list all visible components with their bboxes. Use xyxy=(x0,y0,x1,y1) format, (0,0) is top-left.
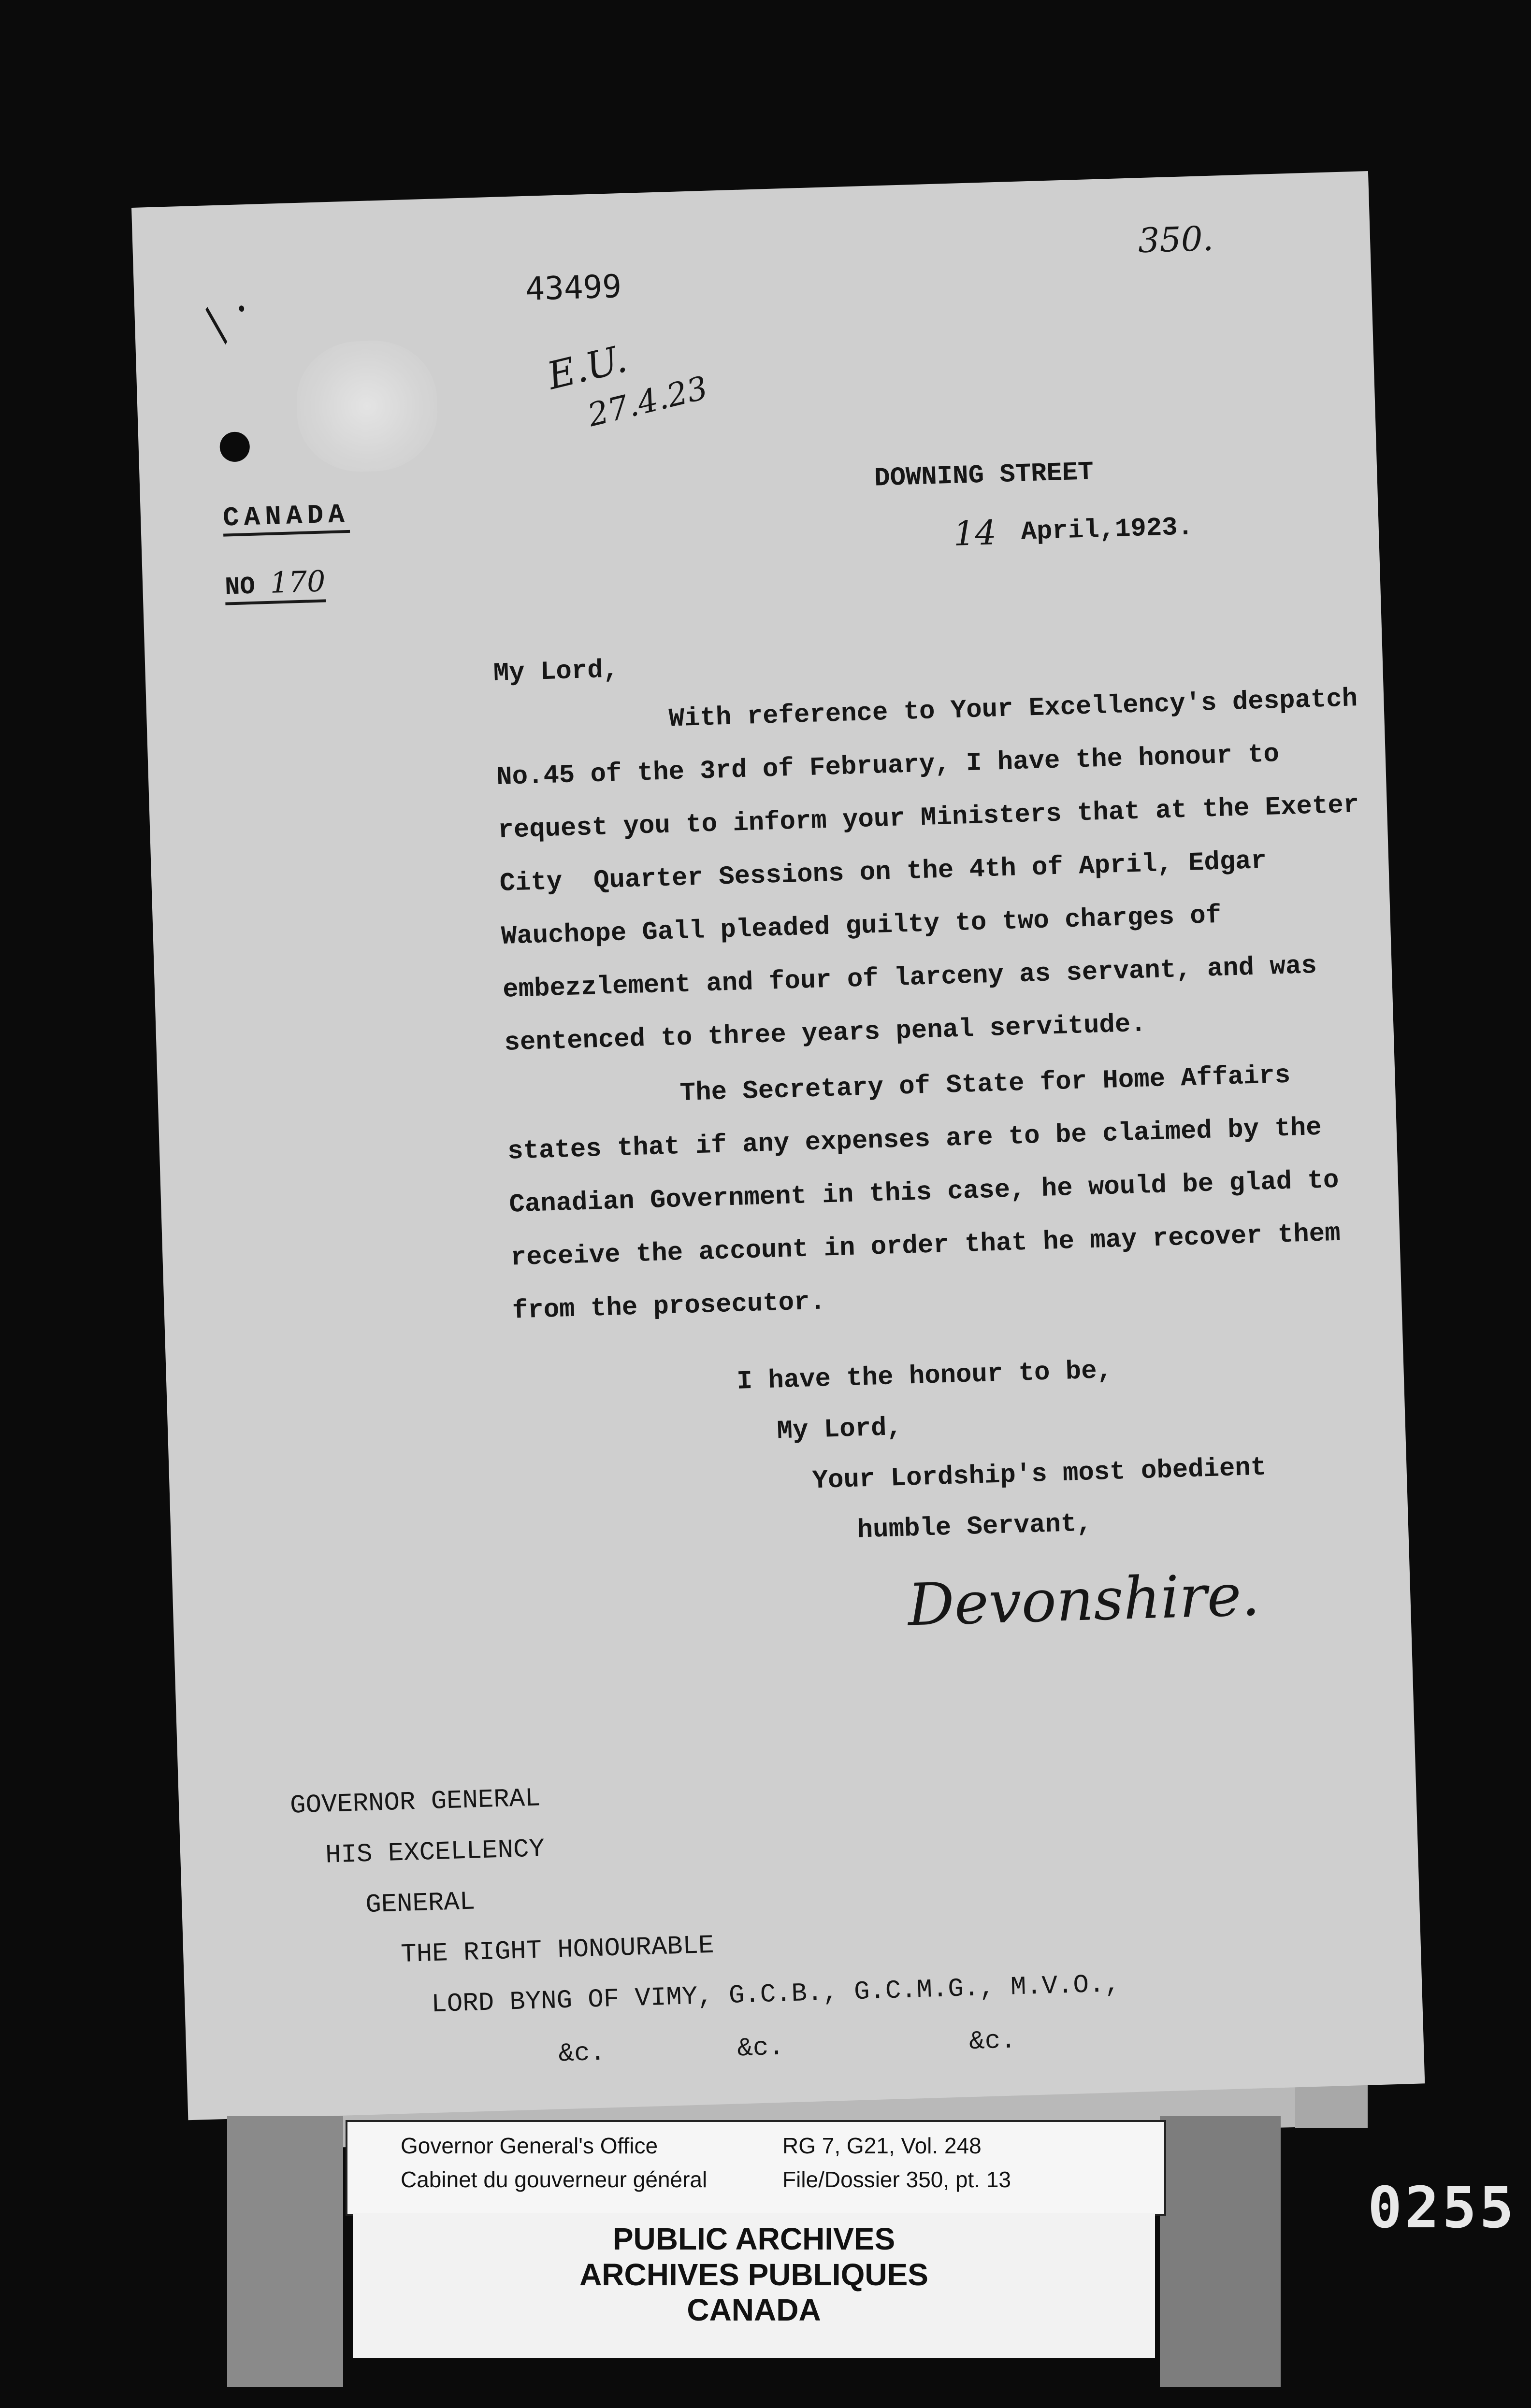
despatch-number-value: 170 xyxy=(269,564,326,600)
archives-line: CANADA xyxy=(687,2293,821,2328)
body-line: from the prosecutor. xyxy=(512,1287,826,1326)
letter-sheet xyxy=(131,171,1425,2120)
body-line: City Quarter Sessions on the 4th of April, Edgar xyxy=(499,846,1267,899)
film-strip-left xyxy=(227,2116,343,2387)
film-strip-right xyxy=(1160,2116,1281,2387)
closing-line: My Lord, xyxy=(776,1413,903,1447)
closing-line: Your Lordship's most obedient xyxy=(811,1453,1267,1496)
etc-mark: &c. xyxy=(558,2038,606,2069)
addressee-line: LORD BYNG OF VIMY, G.C.B., G.C.M.G., M.V.O., xyxy=(431,1969,1121,2020)
addressee-line: GOVERNOR GENERAL xyxy=(289,1784,541,1821)
country-heading: CANADA xyxy=(222,501,349,537)
body-line: With reference to Your Excellency's despatch xyxy=(668,684,1358,734)
film-frame-number: 0255 xyxy=(1368,2174,1517,2241)
file-reference: File/Dossier 350, pt. 13 xyxy=(782,2167,1011,2192)
archives-line: ARCHIVES PUBLIQUES xyxy=(579,2257,928,2292)
body-line: Canadian Government in this case, he would be glad to xyxy=(508,1165,1340,1220)
office-english: Governor General's Office xyxy=(401,2133,658,2158)
despatch-number-prefix: NO xyxy=(224,572,256,602)
despatch-number xyxy=(224,564,326,605)
archive-reference-label xyxy=(346,2120,1166,2216)
closing-line: humble Servant, xyxy=(856,1509,1093,1546)
body-line: No.45 of the 3rd of February, I have the honour to xyxy=(496,740,1280,793)
addressee-line: HIS EXCELLENCY xyxy=(325,1835,545,1871)
body-line: sentenced to three years penal servitude. xyxy=(504,1009,1147,1058)
sender-place: DOWNING STREET xyxy=(874,458,1094,494)
embossed-crest-seal xyxy=(295,339,439,473)
tick-mark: / . xyxy=(190,282,256,345)
folio-number: 350. xyxy=(1137,218,1214,261)
office-french: Cabinet du gouverneur général xyxy=(401,2167,708,2192)
archives-line: PUBLIC ARCHIVES xyxy=(612,2222,895,2256)
file-number: 43499 xyxy=(525,268,622,308)
body-line: request you to inform your Ministers that at the Exeter xyxy=(497,790,1360,846)
addressee-line: THE RIGHT HONOURABLE xyxy=(400,1931,715,1970)
handwritten-initials: E.U. xyxy=(543,337,631,399)
addressee-line: GENERAL xyxy=(365,1887,476,1921)
date-day: 14 xyxy=(953,513,997,554)
body-line: The Secretary of State for Home Affairs xyxy=(679,1061,1291,1109)
date-month-year: April,1923. xyxy=(1020,513,1194,547)
handwritten-date: 27.4.23 xyxy=(584,369,711,434)
body-line: states that if any expenses are to be claimed by the xyxy=(507,1113,1322,1167)
body-line: receive the account in order that he may recover them xyxy=(510,1218,1341,1273)
punch-hole xyxy=(219,431,250,462)
body-line: embezzlement and four of larceny as servant, and was xyxy=(502,951,1317,1005)
body-line: Wauchope Gall pleaded guilty to two charges of xyxy=(501,901,1222,952)
etc-mark: &c. xyxy=(968,2026,1017,2057)
signature: Devonshire. xyxy=(907,1562,1261,1639)
etc-mark: &c. xyxy=(737,2033,785,2064)
archives-stamp xyxy=(353,2213,1155,2358)
record-group-reference: RG 7, G21, Vol. 248 xyxy=(782,2133,982,2158)
closing-line: I have the honour to be, xyxy=(736,1356,1113,1397)
salutation: My Lord, xyxy=(493,655,619,689)
